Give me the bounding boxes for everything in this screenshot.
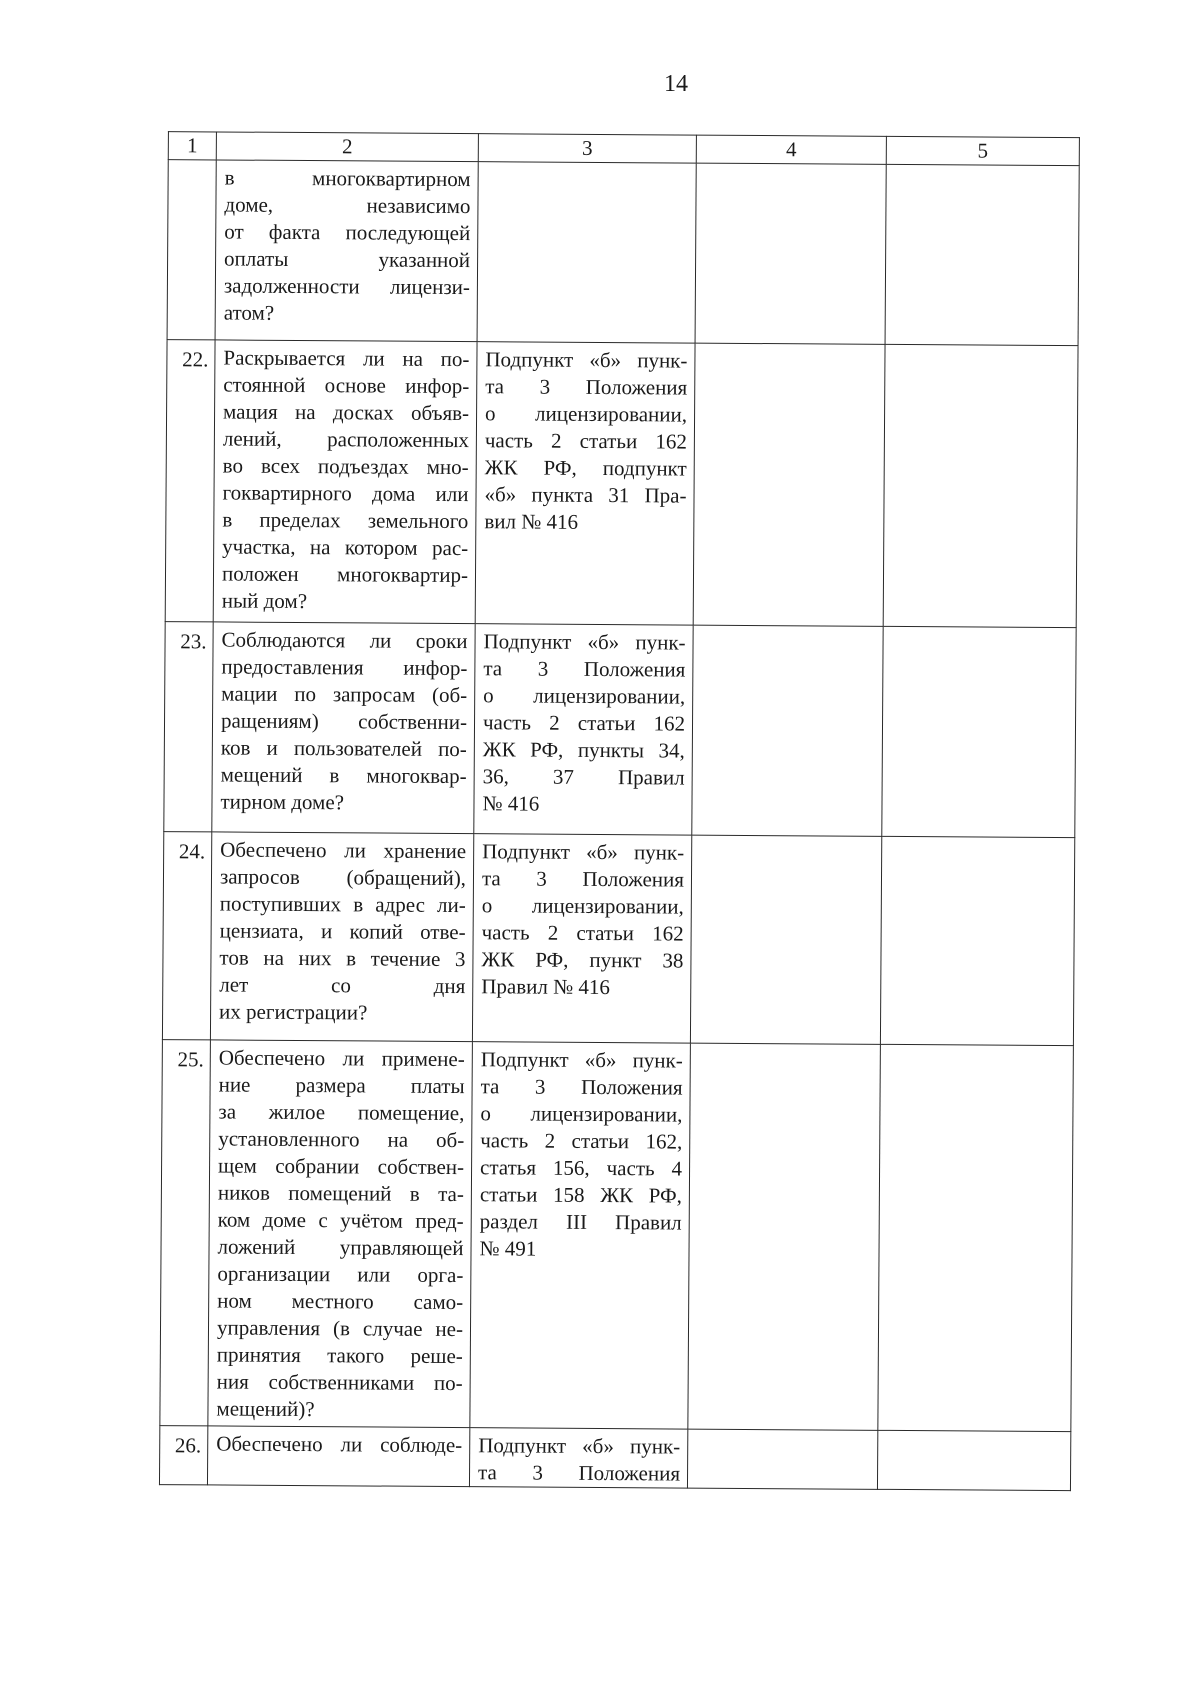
question-line: ном местного само- <box>217 1288 464 1315</box>
question-line: атом? <box>223 300 275 325</box>
table-row <box>165 340 1078 628</box>
question-line: тирном доме? <box>220 789 345 815</box>
question-line: во всех подъездах мно- <box>222 453 469 480</box>
question-line: организации или орга- <box>217 1261 464 1288</box>
question-line: от факта последующей <box>224 219 471 246</box>
basis-cell <box>477 162 696 343</box>
question-line: мация на досках объяв- <box>223 399 470 426</box>
question-cell <box>213 340 477 624</box>
column-5-cell <box>883 344 1078 627</box>
row-number: 26. <box>159 1426 207 1485</box>
question-line: лет со дня <box>219 972 466 999</box>
column-4-cell <box>688 1043 881 1430</box>
column-5-cell <box>885 164 1079 345</box>
question-line: принятия такого реше- <box>216 1342 463 1369</box>
column-4-cell <box>687 1429 877 1489</box>
question-line: ние размера платы <box>218 1072 465 1099</box>
question-cell <box>210 832 473 1042</box>
basis-line: Подпункт «б» пунк- <box>485 347 688 373</box>
column-header-5: 5 <box>886 136 1079 165</box>
question-line: управления (в случае не- <box>216 1315 464 1342</box>
basis-line: часть 2 статьи 162 <box>482 710 686 736</box>
question-line: стоянной основе инфор- <box>223 372 470 399</box>
table-row <box>162 832 1074 1046</box>
basis-line: статьи 158 ЖК РФ, <box>479 1182 682 1208</box>
question-line: ков и пользователей по- <box>220 735 467 762</box>
basis-line: о лицензировании, <box>481 893 684 919</box>
column-5-cell <box>880 836 1074 1045</box>
basis-line: та 3 Положения <box>481 866 685 892</box>
question-line: гоквартирного дома или <box>222 480 469 507</box>
question-line: Обеспечено ли соблюде- <box>216 1431 463 1458</box>
basis-line: о лицензировании, <box>480 1101 683 1127</box>
question-line: участка, на котором рас- <box>222 534 469 561</box>
column-header-3: 3 <box>478 134 696 163</box>
column-4-cell <box>690 835 881 1044</box>
row-number: 22. <box>165 340 215 622</box>
basis-line: часть 2 статьи 162 <box>481 920 684 946</box>
column-4-cell <box>695 163 886 344</box>
question-cell <box>215 160 478 342</box>
question-line: задолженности лицензи- <box>223 273 470 300</box>
checklist-table <box>159 131 1080 1491</box>
basis-cell <box>469 1428 687 1488</box>
basis-line: та 3 Положения <box>485 374 688 400</box>
question-line: Раскрывается ли на по- <box>223 345 470 372</box>
question-line: за жилое помещение, <box>218 1099 465 1126</box>
table-row <box>164 622 1076 838</box>
basis-line: о лицензировании, <box>484 401 688 427</box>
column-4-cell <box>692 625 883 836</box>
row-number: 25. <box>160 1040 211 1426</box>
basis-line: 36, 37 Правил <box>482 764 685 790</box>
basis-line: № 491 <box>479 1236 537 1261</box>
basis-line: та 3 Положения <box>477 1460 681 1486</box>
basis-line: Подпункт «б» пунк- <box>480 1047 683 1073</box>
basis-line: о лицензировании, <box>483 683 686 709</box>
basis-line: ЖК РФ, подпункт <box>484 455 687 481</box>
question-line: их регистрации? <box>219 999 368 1025</box>
question-line: лений, расположенных <box>222 426 469 453</box>
basis-line: та 3 Положения <box>480 1074 683 1100</box>
question-line: ния собственниками по- <box>216 1369 463 1396</box>
form-table-container <box>0 122 1200 1610</box>
question-line: мещений в многоквар- <box>220 762 467 789</box>
question-line: Соблюдаются ли сроки <box>221 627 468 654</box>
question-line: ложений управляющей <box>217 1234 464 1261</box>
question-line: ращениям) собственни- <box>220 708 468 735</box>
question-line: ком доме с учётом пред- <box>217 1207 464 1234</box>
basis-line: ЖК РФ, пункт 38 <box>481 947 684 973</box>
question-line: поступивших в адрес ли- <box>219 891 466 918</box>
question-line: предоставления инфор- <box>221 654 468 681</box>
question-line: цензиата, и копий отве- <box>219 918 466 945</box>
row-number: 23. <box>164 622 213 832</box>
question-line: доме, независимо <box>224 192 471 219</box>
basis-cell <box>474 624 693 835</box>
question-line: ников помещений в та- <box>217 1180 464 1207</box>
column-5-cell <box>877 1430 1070 1490</box>
basis-line: Подпункт «б» пунк- <box>478 1433 681 1459</box>
basis-line: Правил № 416 <box>481 974 611 1000</box>
column-header-4: 4 <box>696 135 886 164</box>
question-line: щем собрании собствен- <box>218 1153 465 1180</box>
basis-line: Подпункт «б» пунк- <box>482 839 685 865</box>
question-cell <box>207 1426 469 1487</box>
question-line: положен многоквартир- <box>221 561 469 588</box>
basis-line: часть 2 статьи 162 <box>484 428 687 454</box>
basis-line: Подпункт «б» пунк- <box>483 629 686 655</box>
question-line: мации по запросам (об- <box>221 681 468 708</box>
basis-cell <box>472 834 691 1043</box>
basis-line: ЖК РФ, пункты 34, <box>482 737 685 763</box>
row-number: 24. <box>162 832 211 1040</box>
question-line: запросов (обращений), <box>219 864 467 891</box>
page-number: 14 <box>664 71 688 97</box>
table-row <box>159 1426 1070 1491</box>
basis-line: «б» пункта 31 Пра- <box>484 482 687 508</box>
basis-line: раздел III Правил <box>479 1209 682 1235</box>
basis-line: вил № 416 <box>484 509 579 534</box>
column-4-cell <box>693 343 885 626</box>
column-header-2: 2 <box>216 132 478 162</box>
question-cell <box>212 622 475 834</box>
basis-line: статья 156, часть 4 <box>479 1155 683 1181</box>
basis-cell <box>475 342 695 625</box>
question-line: оплаты указанной <box>224 246 471 273</box>
question-line: Обеспечено ли хранение <box>220 837 467 864</box>
question-line: установленного на об- <box>218 1126 465 1153</box>
question-cell <box>208 1040 473 1428</box>
table-row <box>160 1040 1074 1432</box>
question-line: ный дом? <box>221 588 308 614</box>
question-line: в многоквартирном <box>224 165 471 192</box>
basis-line: часть 2 статьи 162, <box>480 1128 683 1154</box>
column-5-cell <box>878 1044 1074 1431</box>
basis-line: та 3 Положения <box>483 656 686 682</box>
basis-line: № 416 <box>482 791 540 816</box>
table-row <box>167 160 1079 346</box>
question-line: тов на них в течение 3 <box>219 945 466 972</box>
column-5-cell <box>882 626 1076 837</box>
question-line: в пределах земельного <box>222 507 469 534</box>
column-header-1: 1 <box>168 132 216 160</box>
basis-cell <box>470 1042 691 1429</box>
question-line: мещений)? <box>216 1396 315 1422</box>
row-number <box>167 160 216 340</box>
question-line: Обеспечено ли примене- <box>218 1045 465 1072</box>
